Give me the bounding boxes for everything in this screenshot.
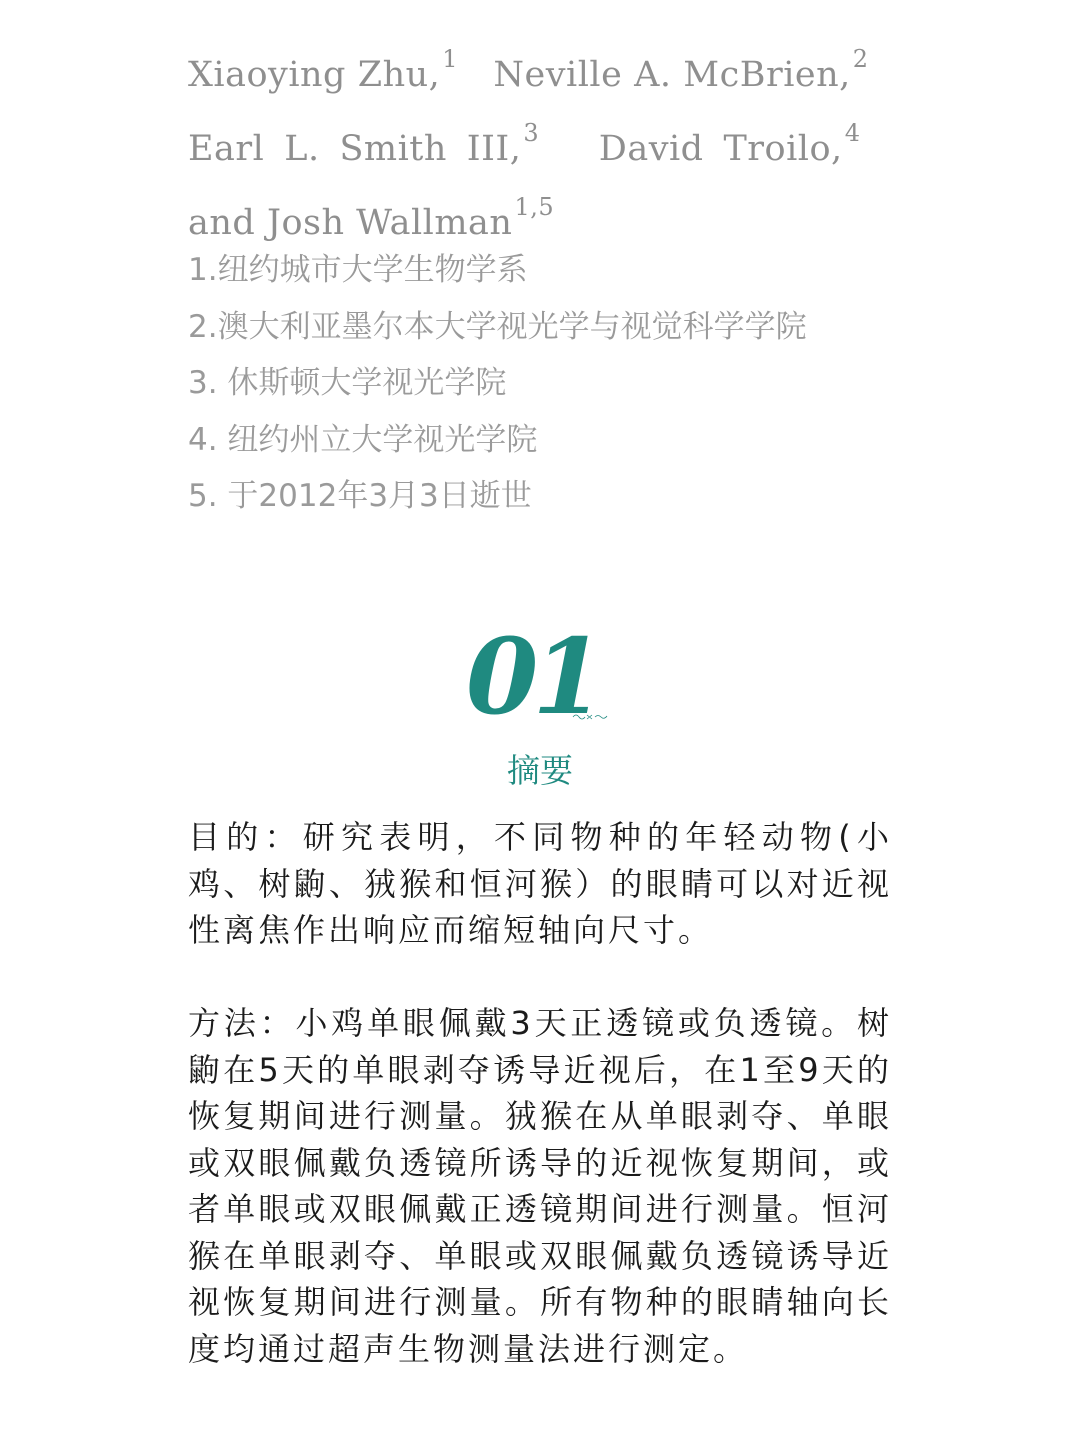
affiliation-item: 4. 纽约州立大学视光学院 xyxy=(188,421,538,458)
section-title: 摘要 xyxy=(507,751,573,790)
affiliation-marker: 4 xyxy=(844,119,861,148)
author-name: David Troilo, xyxy=(598,129,843,169)
abstract-methods-paragraph: 方法：小鸡单眼佩戴3天正透镜或负透镜。树鼩在5天的单眼剥夺诱导近视后，在1至9天的恢复期间进行测量。狨猴在从单眼剥夺、单眼或双眼佩戴负透镜所诱导的近视恢复期间，或者单眼或双眼佩戴正透镜期间进行测量。恒河猴在单眼剥夺、单眼或双眼佩戴负透镜诱导近视恢复期间进行测量。所有物种的眼睛轴向长度均通过超声生物测量法进行测定。 xyxy=(188,1004,892,1368)
author-name: Earl L. Smith III, xyxy=(188,129,522,169)
article-page xyxy=(188,0,892,1440)
affiliation-item: 3. 休斯顿大学视光学院 xyxy=(188,365,507,401)
author-name: Xiaoying Zhu, xyxy=(188,55,441,95)
affiliation-marker: 1,5 xyxy=(514,193,555,222)
watermark-glyphs xyxy=(572,712,610,722)
abstract-purpose-paragraph: 目的：研究表明，不同物种的年轻动物(小鸡、树鼩、狨猴和恒河猴）的眼睛可以对近视性离焦作出响应而缩短轴向尺寸。 xyxy=(188,818,892,949)
affiliation-item: 1.纽约城市大学生物学系 xyxy=(188,252,528,288)
author-name: and Josh Wallman xyxy=(188,203,513,243)
affiliation-list xyxy=(188,242,908,525)
affiliation-marker: 3 xyxy=(523,119,540,148)
affiliation-marker: 1 xyxy=(442,45,459,74)
section-number-watermark xyxy=(572,712,610,725)
author-list xyxy=(188,38,892,260)
section-number: 01 xyxy=(466,615,599,738)
author-name: Neville A. McBrien, xyxy=(493,55,851,95)
affiliation-marker: 2 xyxy=(852,45,869,74)
affiliation-item: 2.澳大利亚墨尔本大学视光学与视觉科学学院 xyxy=(188,308,807,345)
affiliation-item: 5. 于2012年3月3日逝世 xyxy=(188,478,532,514)
